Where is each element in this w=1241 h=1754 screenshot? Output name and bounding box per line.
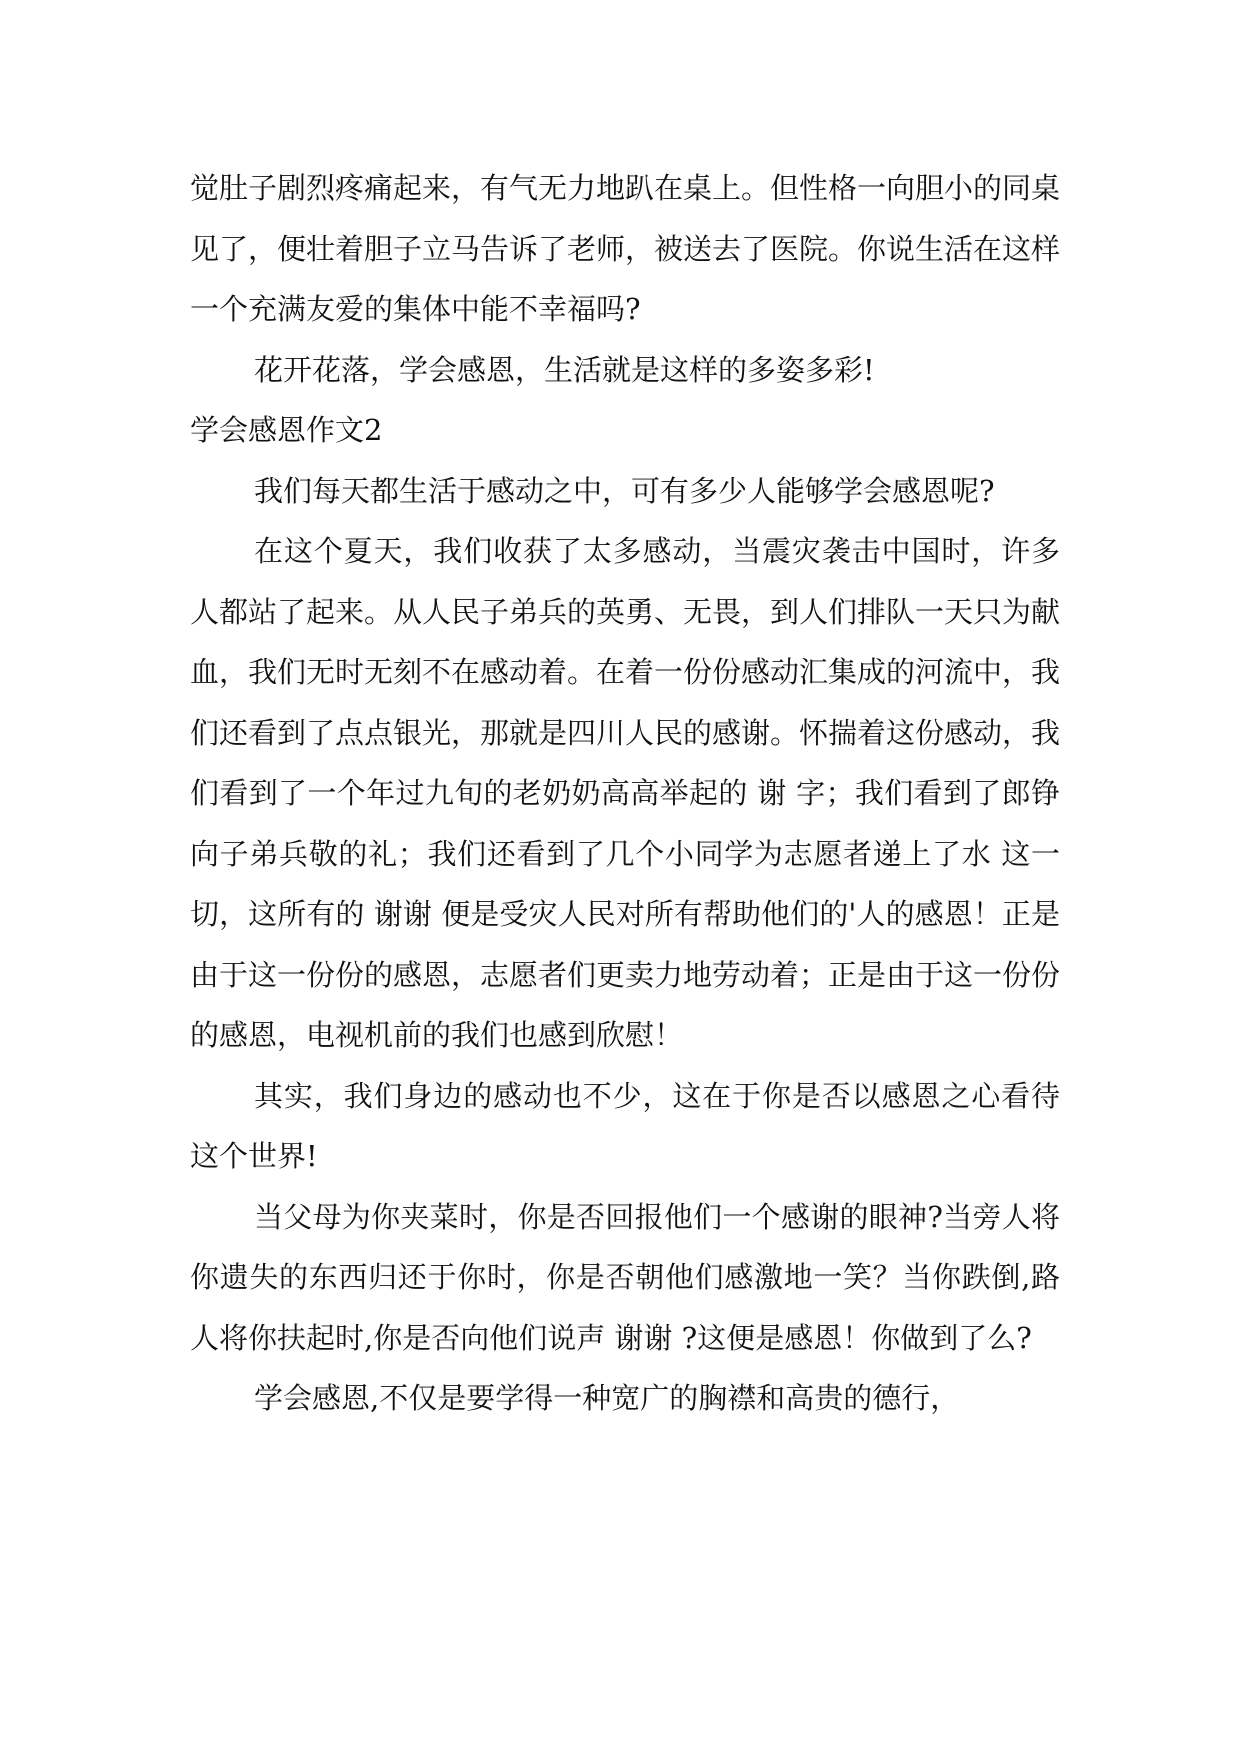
essay-title: 学会感恩作文2 [190,413,383,447]
paragraph-continued: 觉肚子剧烈疼痛起来，有气无力地趴在桌上。但性格一向胆小的同桌见了，便壮着胆子立马告诉了老师，被送去了医院。你说生活在这样一个充满友爱的集体中能不幸福吗? [190,171,1061,326]
essay-body [190,158,1060,1429]
paragraph: 其实，我们身边的感动也不少，这在于你是否以感恩之心看待这个世界! [190,1078,1060,1173]
paragraph: 当父母为你夹菜时，你是否回报他们一个感谢的眼神?当旁人将你遗失的东西归还于你时，你是否朝他们感激地一笑？当你跌倒,路人将你扶起时,你是否向他们说声 谢谢 ?这便是感恩！你做到了么? [190,1199,1060,1355]
paragraph: 我们每天都生活于感动之中，可有多少人能够学会感恩呢? [254,473,995,508]
paragraph: 在这个夏天，我们收获了太多感动，当震灾袭击中国时，许多人都站了起来。从人民子弟兵的英勇、无畏，到人们排队一天只为献血，我们无时无刻不在感动着。在着一份份感动汇集成的河流中，我们还看到了点点银光，那就是四川人民的感谢。怀揣着这份感动，我们看到了一个年过九旬的老奶奶高高举起的 谢 字；我们看到了郎铮向子弟兵敬的礼；我们还看到了几个小同学为志愿者递上了水 这一切，这所有的 谢谢 便是受灾人民对所有帮助他们的'人的感恩！正是由于这一份份的感恩，志愿者们更卖力地劳动着；正是由于这一份份的感恩，电视机前的我们也感到欣慰！ [190,534,1061,1052]
paragraph: 花开花落，学会感恩，生活就是这样的多姿多彩! [254,352,875,387]
paragraph: 学会感恩,不仅是要学得一种宽广的胸襟和高贵的德行， [254,1381,960,1415]
